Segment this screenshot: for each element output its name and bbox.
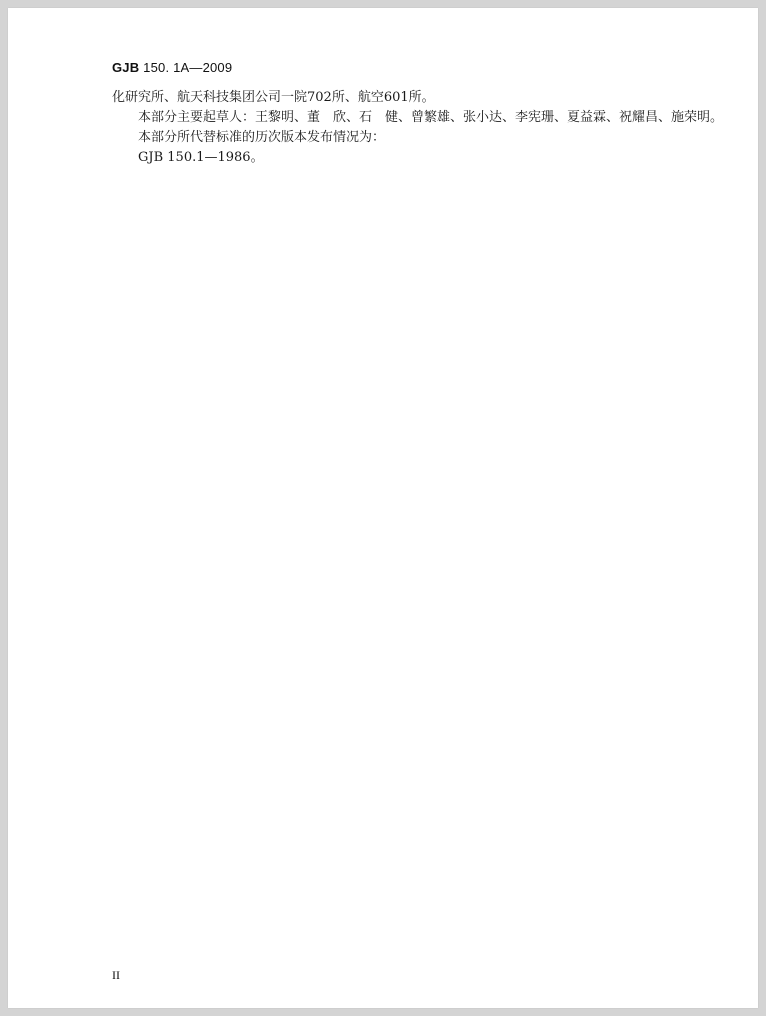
standard-code-prefix: GJB <box>112 60 140 75</box>
paragraph-drafters: 本部分主要起草人：王黎明、董 欣、石 健、曾繁雄、张小达、李宪珊、夏益霖、祝耀昌、施荣明。 <box>138 110 724 125</box>
standard-code-header <box>112 60 232 75</box>
page-number: II <box>112 968 120 982</box>
document-body <box>112 88 724 168</box>
paragraph-continuation: 化研究所、航天科技集团公司一院702所、航空601所。 <box>112 90 435 105</box>
paragraph-history-intro: 本部分所代替标准的历次版本发布情况为： <box>138 130 386 145</box>
standard-code-number: 150. 1A—2009 <box>139 60 233 75</box>
paragraph-history-item: GJB 150.1—1986。 <box>138 150 264 165</box>
document-page <box>8 8 758 1008</box>
